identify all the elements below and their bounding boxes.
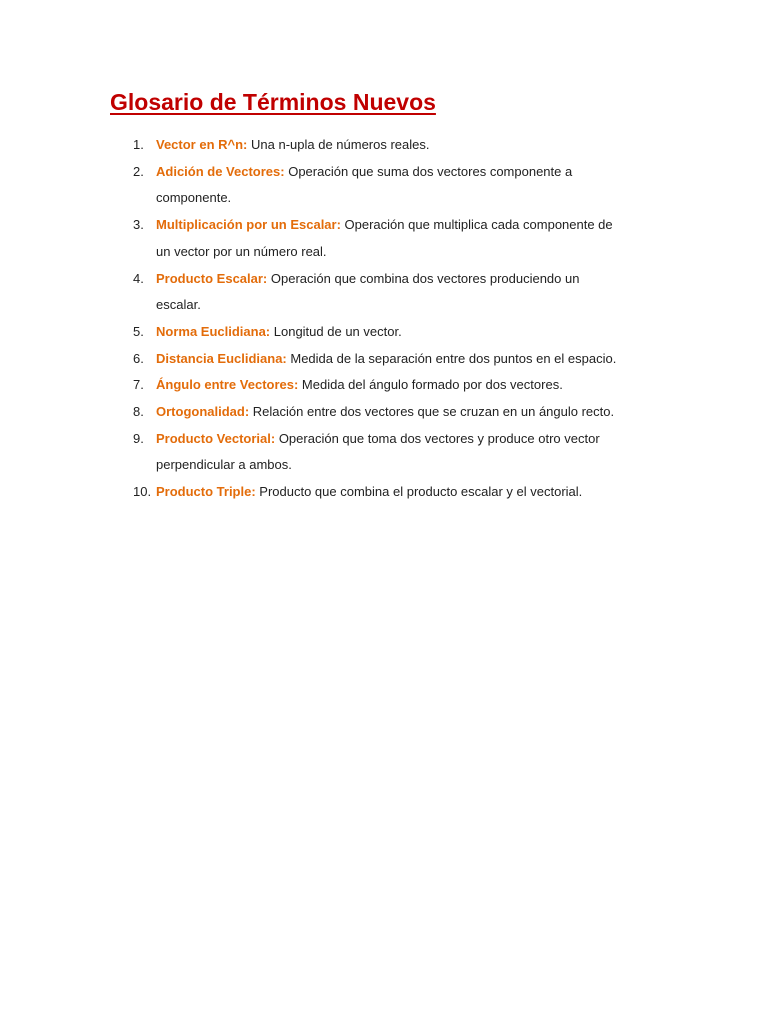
glossary-entry <box>0 479 768 506</box>
glossary-entry <box>0 132 768 159</box>
entry-term: Producto Triple: <box>156 484 256 500</box>
glossary-list <box>0 132 768 506</box>
entry-term: Ángulo entre Vectores: <box>156 377 299 393</box>
entry-term: Ortogonalidad: <box>156 404 250 420</box>
entry-number: 6. <box>133 350 144 366</box>
glossary-entry <box>0 319 768 346</box>
entry-term: Adición de Vectores: <box>156 163 285 179</box>
glossary-entry <box>0 212 768 265</box>
entry-number: 8. <box>133 404 144 420</box>
entry-number: 7. <box>133 377 144 393</box>
entry-term: Multiplicación por un Escalar: <box>156 217 341 233</box>
entry-definition-continued: un vector por un número real. <box>156 243 327 259</box>
entry-term: Producto Escalar: <box>156 270 268 286</box>
entry-definition: Operación que multiplica cada componente de <box>340 217 613 233</box>
entry-number: 9. <box>133 430 144 446</box>
entry-number: 3. <box>133 217 144 233</box>
entry-term: Distancia Euclidiana: <box>156 350 287 366</box>
glossary-entry <box>0 372 768 399</box>
glossary-entry <box>0 159 768 212</box>
entry-definition: Operación que toma dos vectores y produce otro vector <box>275 430 600 446</box>
entry-term: Norma Euclidiana: <box>156 323 271 339</box>
entry-number: 4. <box>133 270 144 286</box>
entry-definition: Operación que combina dos vectores produciendo un <box>267 270 580 286</box>
entry-definition: Medida de la separación entre dos puntos en el espacio. <box>286 350 617 366</box>
entry-number: 5. <box>133 323 144 339</box>
entry-definition: Medida del ángulo formado por dos vectores. <box>298 377 563 393</box>
entry-term: Vector en R^n: <box>156 137 248 152</box>
entry-definition: Una n-upla de números reales. <box>247 137 430 152</box>
glossary-entry <box>0 266 768 319</box>
entry-definition-continued: perpendicular a ambos. <box>156 457 292 473</box>
glossary-entry <box>0 426 768 479</box>
entry-definition: Longitud de un vector. <box>270 323 402 339</box>
entry-number: 2. <box>133 163 144 179</box>
entry-definition: Producto que combina el producto escalar y el vectorial. <box>255 484 583 500</box>
entry-definition: Operación que suma dos vectores componente a <box>284 163 573 179</box>
page-title: Glosario de Términos Nuevos <box>110 89 436 115</box>
entry-definition-continued: componente. <box>156 190 232 206</box>
entry-term: Producto Vectorial: <box>156 430 276 446</box>
entry-definition-continued: escalar. <box>156 297 201 313</box>
glossary-entry <box>0 346 768 373</box>
glossary-entry <box>0 399 768 426</box>
entry-definition: Relación entre dos vectores que se cruzan en un ángulo recto. <box>249 404 615 420</box>
entry-number: 1. <box>133 137 144 152</box>
entry-number: 10. <box>133 484 152 500</box>
